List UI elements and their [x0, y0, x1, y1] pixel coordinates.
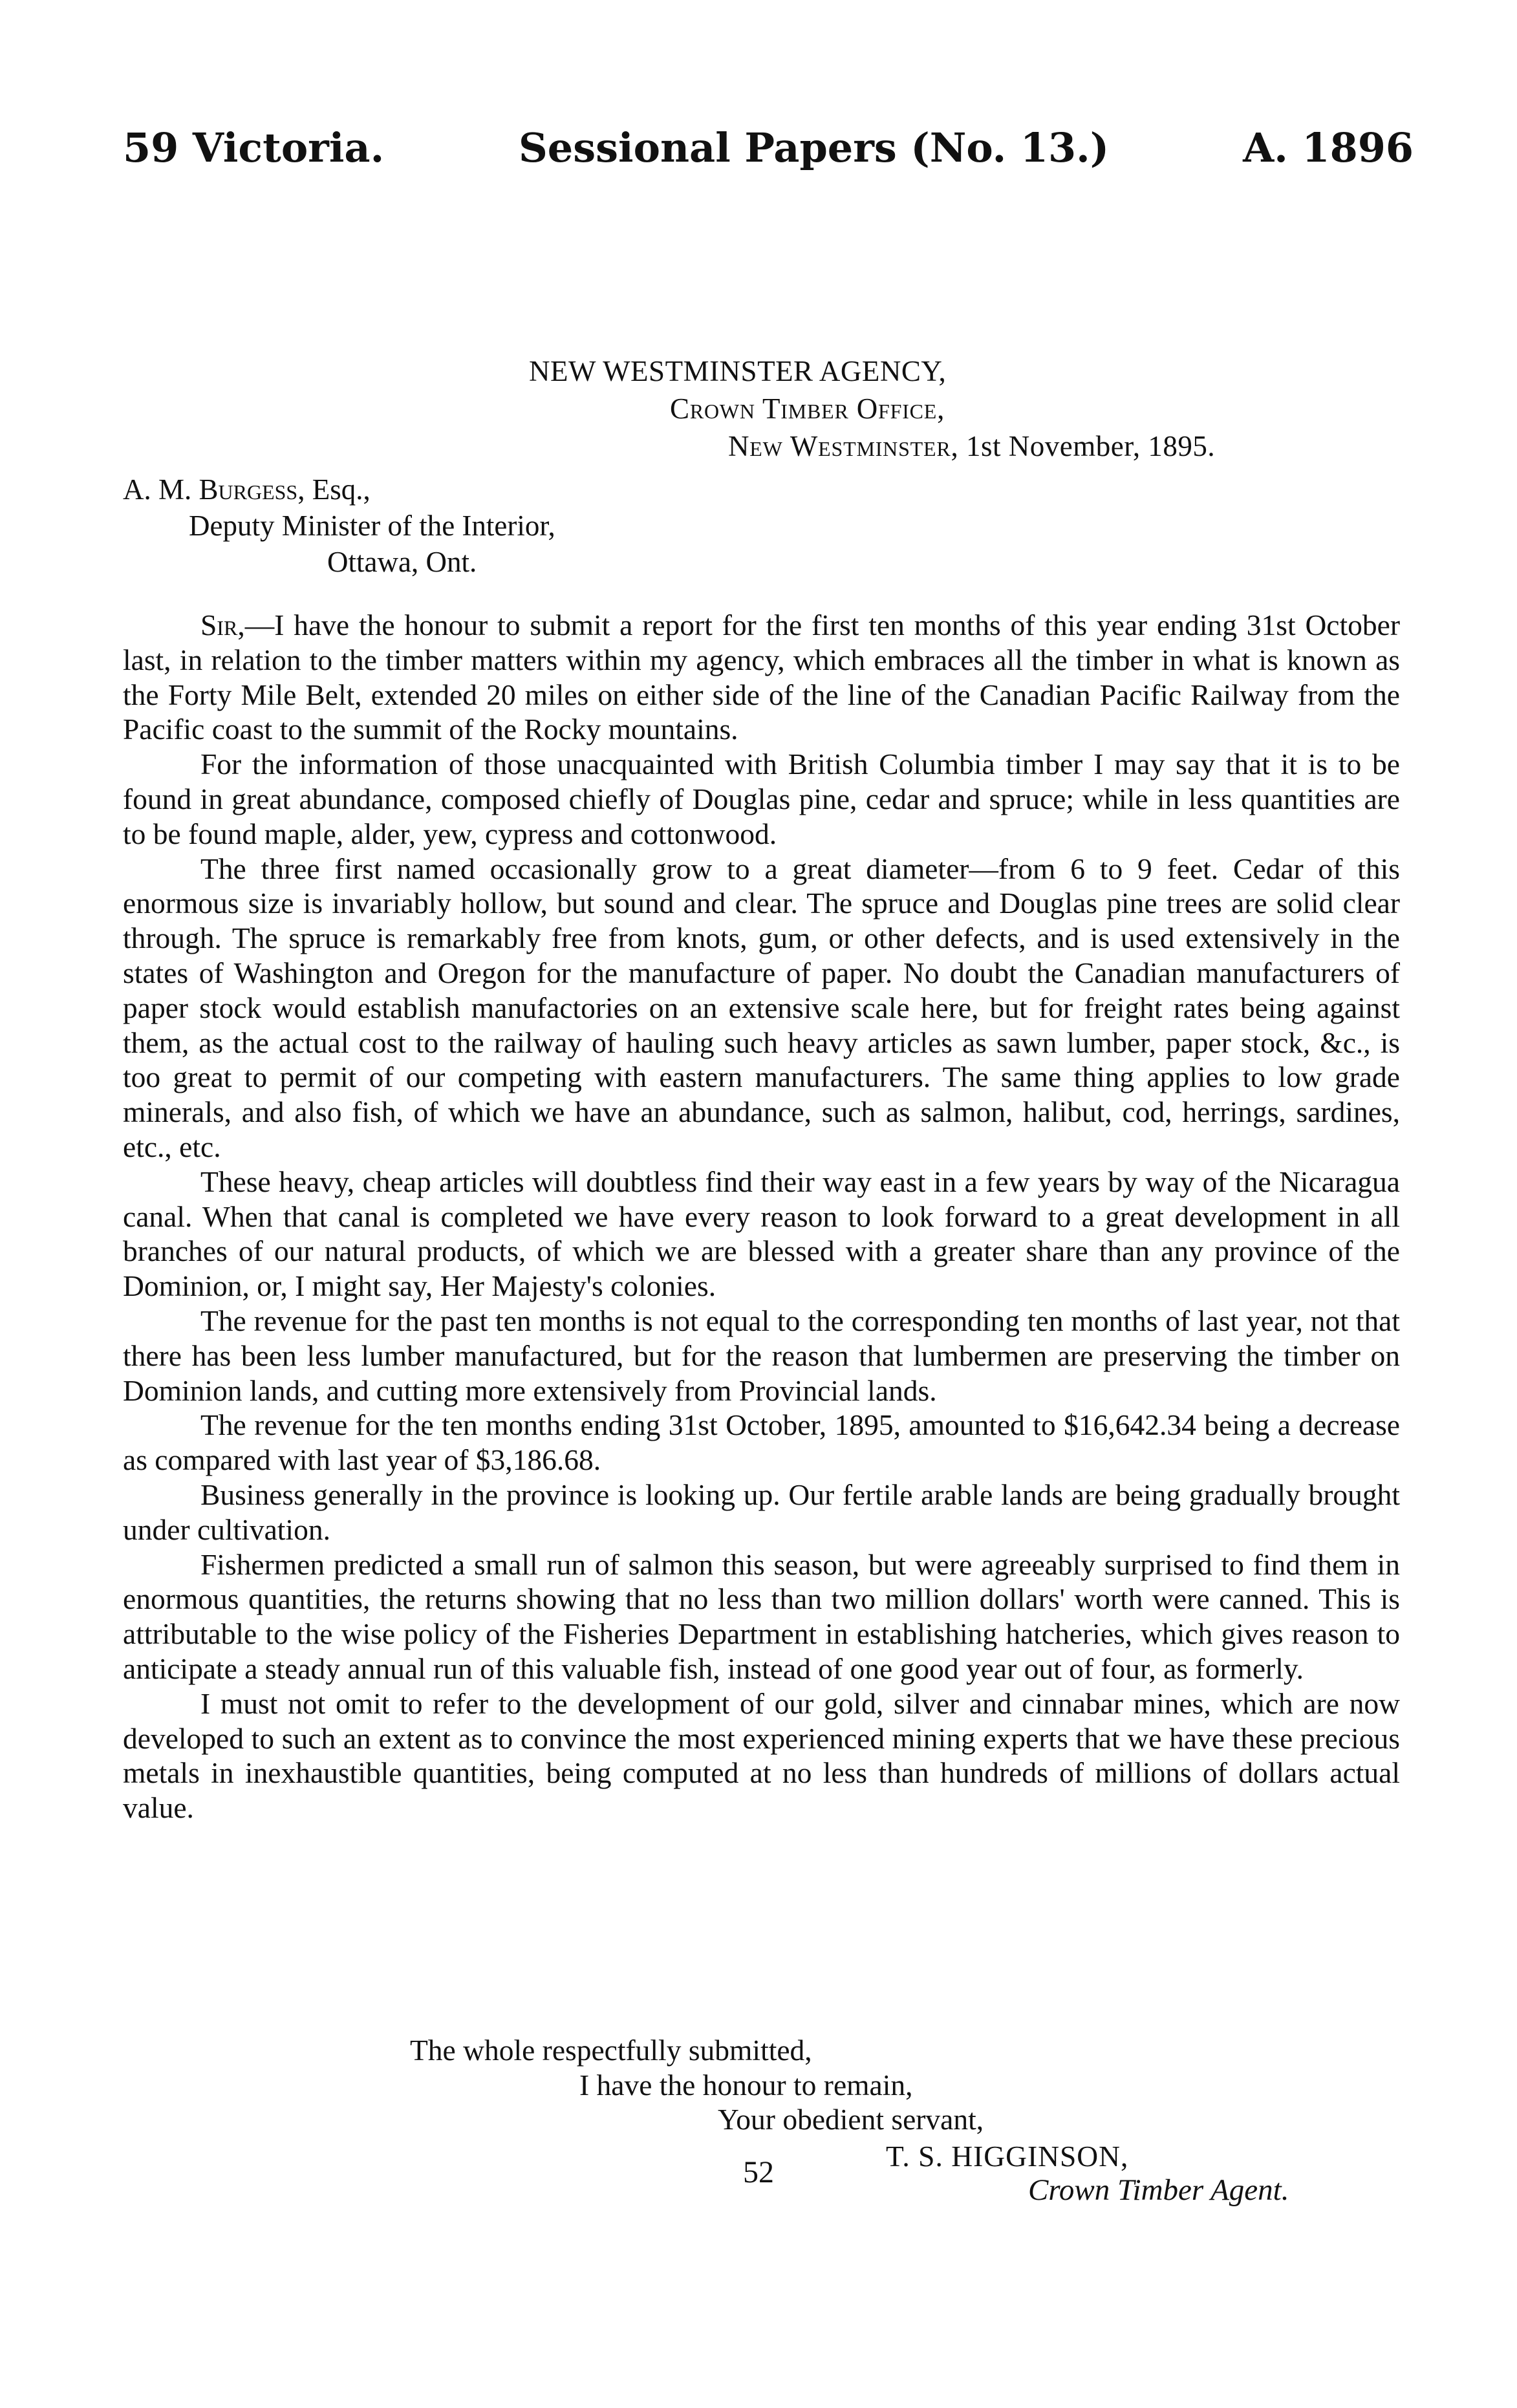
header-volume: 59 Victoria. [123, 124, 385, 171]
recipient-title: Deputy Minister of the Interior, [189, 510, 555, 542]
recipient-suffix: , Esq., [297, 473, 371, 506]
paragraph-4: These heavy, cheap articles will doubtless find their way east in a few years by way of the Nicaragua canal. When that canal is completed we have every reason to look forward to a great development in all branches of our natural products, of which we are blessed with a greater share than any province of the Dominion, or, I might say, Her Majesty's colonies. [123, 1165, 1400, 1303]
paragraph-1 [123, 608, 1400, 747]
place-name: New Westminster [728, 430, 951, 462]
letter-date: , 1st November, 1895. [951, 430, 1216, 462]
header-title: Sessional Papers (No. 13.) [519, 124, 1110, 171]
paragraph-5: The revenue for the past ten months is not equal to the corresponding ten months of last year, not that there has been less lumber manufactured, but for the reason that lumbermen are preserving the timber on Dominion lands, and cutting more extensively from Provincial lands. [123, 1304, 1400, 1407]
closing-line-3: Your obedient servant, [718, 2103, 984, 2136]
paragraph-1-text: ,—I have the honour to submit a report for the first ten months of this year ending 31st October last, in relation to the timber matters within my agency, which embraces all the timber in what is known as the Forty Mile Belt, extended 20 miles on either side of the line of the Canadian Pacific Railway from the Pacific coast to the summit of the Rocky mountains. [123, 608, 1400, 746]
recipient-city: Ottawa, Ont. [327, 546, 477, 578]
signature-name: T. S. HIGGINSON, [886, 2140, 1129, 2173]
closing-line-2: I have the honour to remain, [579, 2069, 913, 2102]
office-name: Crown Timber Office, [670, 392, 945, 425]
paragraph-3: The three first named occasionally grow to a great diameter—from 6 to 9 feet. Cedar of this enormous size is invariably hollow, but sound and clear. The spruce and Douglas pine trees are solid clear through. The spruce is remarkably free from knots, gum, or other defects, and is used extensively in the states of Washington and Oregon for the manufacture of paper. No doubt the Canadian manufacturers of paper stock would establish manufactories on an extensive scale here, but for freight rates being against them, as the actual cost to the railway of hauling such heavy articles as sawn lumber, paper stock, &c., is too great to permit of our competing with eastern manufacturers. The same thing applies to low grade minerals, and also fish, of which we have an abundance, such as salmon, halibut, cod, herrings, sardines, etc., etc. [123, 852, 1400, 1163]
letter-body [123, 608, 1400, 1825]
paragraph-2: For the information of those unacquainted with British Columbia timber I may say that it is to be found in great abundance, composed chiefly of Douglas pine, cedar and spruce; while in less quantities are to be found maple, alder, yew, cypress and cottonwood. [123, 747, 1400, 850]
agency-name: NEW WESTMINSTER AGENCY, [529, 355, 947, 387]
salutation: Sir [200, 608, 238, 641]
header-year: A. 1896 [1243, 124, 1414, 171]
paragraph-6: The revenue for the ten months ending 31st October, 1895, amounted to $16,642.34 being a decrease as compared with last year of $3,186.68. [123, 1408, 1400, 1477]
signature-title: Crown Timber Agent. [1028, 2173, 1289, 2207]
recipient-name: A. M. Burgess [123, 473, 298, 506]
paragraph-9: I must not omit to refer to the development of our gold, silver and cinnabar mines, which are now developed to such an extent as to convince the most experienced mining experts that we have these precious metals in inexhaustible quantities, being computed at no less than hundreds of millions of dollars actual value. [123, 1686, 1400, 1825]
paragraph-8: Fishermen predicted a small run of salmon this season, but were agreeably surprised to find them in enormous quantities, the returns showing that no less than two million dollars' worth were canned. This is attributable to the wise policy of the Fisheries Department in establishing hatcheries, which gives reason to anticipate a steady annual run of this valuable fish, instead of one good year out of four, as formerly. [123, 1547, 1400, 1685]
recipient-block [123, 0, 834, 601]
recipient-name-line [123, 475, 371, 504]
page-number: 52 [743, 2155, 774, 2189]
paragraph-7: Business generally in the province is looking up. Our fertile arable lands are being gradually brought under cultivation. [123, 1478, 1400, 1546]
closing-line-1: The whole respectfully submitted, [410, 2034, 812, 2067]
